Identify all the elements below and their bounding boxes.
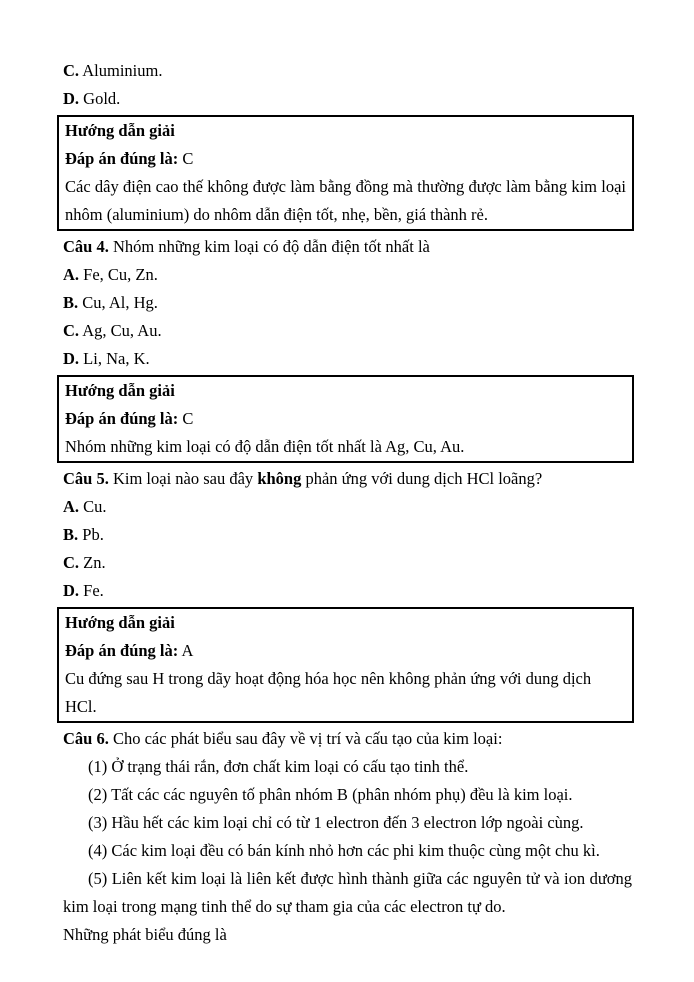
option-row [57, 317, 634, 345]
option-letter: B. [63, 293, 79, 312]
option-row [57, 85, 634, 113]
solution-box-q3 [57, 115, 634, 231]
option-text: Fe, Cu, Zn. [83, 265, 158, 284]
question-number: Câu 4. [63, 237, 109, 256]
solution-explanation: Cu đứng sau H trong dãy hoạt động hóa học nên không phản ứng với dung dịch HCl. [65, 669, 592, 716]
solution-explanation: Các dây điện cao thế không được làm bằng đồng mà thường được làm bằng kim loại nhôm (aluminium) do nhôm dẫn điện tốt, nhẹ, bền, giá thành rẻ. [65, 177, 626, 224]
question-5 [57, 465, 634, 493]
solution-heading: Hướng dẫn giải [65, 121, 175, 140]
question-4 [57, 233, 634, 261]
solution-box-q4 [57, 375, 634, 463]
option-text: Cu, Al, Hg. [82, 293, 158, 312]
option-row [57, 577, 634, 605]
option-text: Zn. [83, 553, 106, 572]
statement-4: (4) Các kim loại đều có bán kính nhỏ hơn các phi kim thuộc cùng một chu kì. [88, 841, 600, 860]
answer-line [63, 145, 628, 173]
solution-heading: Hướng dẫn giải [65, 381, 175, 400]
question-text: Nhóm những kim loại có độ dẫn điện tốt nhất là [112, 237, 430, 256]
option-row [57, 289, 634, 317]
document-page [57, 0, 634, 949]
option-letter: C. [63, 61, 80, 80]
option-text: Fe. [83, 581, 104, 600]
question-number: Câu 5. [63, 469, 109, 488]
option-text: Pb. [82, 525, 104, 544]
answer-label: Đáp án đúng là: [65, 149, 179, 168]
question-text: Cho các phát biểu sau đây về vị trí và cấu tạo của kim loại: [112, 729, 503, 748]
option-letter: A. [63, 265, 80, 284]
option-row [57, 521, 634, 549]
option-row [57, 549, 634, 577]
question-closing: Những phát biểu đúng là [63, 925, 227, 944]
option-row [57, 493, 634, 521]
answer-value: C [182, 409, 194, 428]
option-row [57, 57, 634, 85]
answer-label: Đáp án đúng là: [65, 641, 179, 660]
answer-value: A [181, 641, 194, 660]
option-letter: D. [63, 349, 80, 368]
statement-2: (2) Tất các các nguyên tố phân nhóm B (phân nhóm phụ) đều là kim loại. [88, 785, 573, 804]
statement-3: (3) Hầu hết các kim loại chỉ có từ 1 electron đến 3 electron lớp ngoài cùng. [88, 813, 584, 832]
option-letter: A. [63, 497, 80, 516]
question-text: Kim loại nào sau đây [112, 469, 254, 488]
option-letter: B. [63, 525, 79, 544]
option-letter: C. [63, 321, 80, 340]
answer-line [63, 637, 628, 665]
option-text: Li, Na, K. [83, 349, 150, 368]
question-6 [57, 725, 634, 753]
option-text: Aluminium. [82, 61, 163, 80]
answer-label: Đáp án đúng là: [65, 409, 179, 428]
solution-box-q5 [57, 607, 634, 723]
option-letter: D. [63, 89, 80, 108]
question-number: Câu 6. [63, 729, 109, 748]
statement-1: (1) Ở trạng thái rắn, đơn chất kim loại có cấu tạo tinh thể. [88, 757, 469, 776]
answer-line [63, 405, 628, 433]
solution-explanation: Nhóm những kim loại có độ dẫn điện tốt nhất là Ag, Cu, Au. [65, 437, 465, 456]
option-text: Gold. [83, 89, 121, 108]
option-text: Ag, Cu, Au. [82, 321, 162, 340]
option-letter: D. [63, 581, 80, 600]
solution-heading: Hướng dẫn giải [65, 613, 175, 632]
option-letter: C. [63, 553, 80, 572]
option-text: Cu. [83, 497, 107, 516]
statement-5: (5) Liên kết kim loại là liên kết được hình thành giữa các nguyên tử và ion dương kim loại trong mạng tinh thể do sự tham gia của các electron tự do. [63, 869, 632, 916]
question-emphasis: không [257, 469, 302, 488]
option-row [57, 345, 634, 373]
option-row [57, 261, 634, 289]
question-text: phản ứng với dung dịch HCl loãng? [305, 469, 543, 488]
answer-value: C [182, 149, 194, 168]
